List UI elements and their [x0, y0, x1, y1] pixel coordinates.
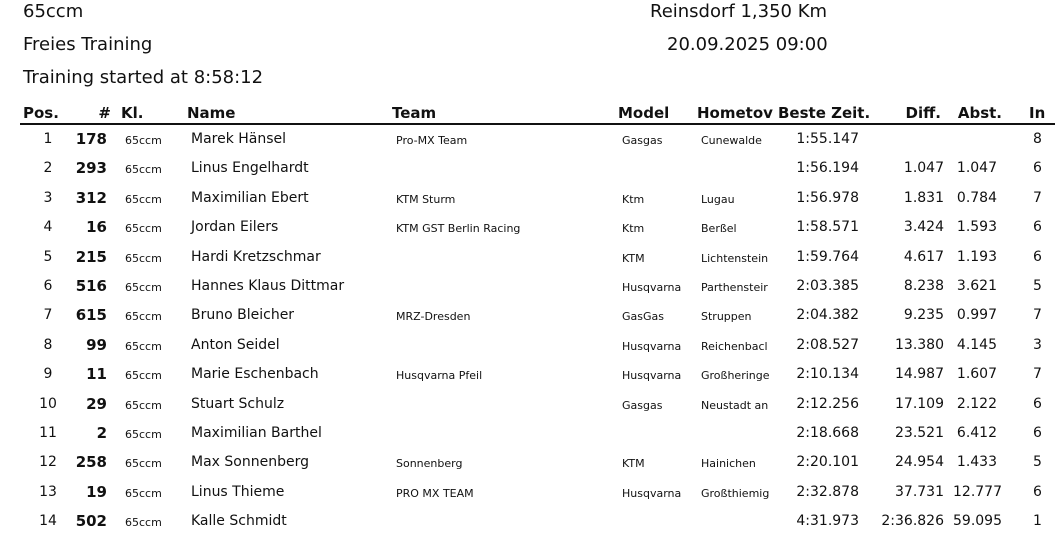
- row-diff: 2:36.826: [881, 513, 944, 530]
- table-row: [0, 155, 1063, 184]
- row-model: GasGas: [622, 310, 664, 324]
- row-class: 65ccm: [125, 134, 162, 147]
- row-laps: 5: [1033, 454, 1042, 471]
- row-gap: 0.784: [956, 189, 997, 206]
- col-laps-header: In: [1029, 104, 1046, 122]
- table-row: [0, 273, 1063, 302]
- row-diff: 1.831: [903, 189, 944, 206]
- row-name: Stuart Schulz: [191, 395, 285, 412]
- row-pos: 1: [43, 131, 53, 147]
- row-number: 178: [75, 130, 107, 148]
- row-number: 615: [75, 306, 107, 325]
- row-class: 65ccm: [125, 163, 162, 177]
- row-best-time: 2:32.878: [796, 483, 859, 500]
- row-pos: 8: [43, 336, 53, 353]
- row-best-time: 1:55.147: [796, 131, 859, 147]
- row-pos: 7: [43, 307, 53, 324]
- row-team: KTM Sturm: [396, 192, 456, 206]
- row-best-time: 2:12.256: [796, 395, 859, 412]
- row-laps: 7: [1033, 307, 1042, 324]
- row-gap: 0.997: [956, 307, 997, 324]
- row-name: Hardi Kretzschmar: [191, 248, 321, 265]
- row-laps: 5: [1033, 277, 1042, 294]
- row-pos: 12: [39, 454, 57, 471]
- row-hometown: Lichtenstein: [701, 251, 769, 265]
- row-gap: 3.621: [956, 277, 997, 294]
- row-gap: 6.412: [956, 424, 997, 441]
- row-hometown: Neustadt an: [701, 398, 769, 412]
- table-row: [0, 332, 1063, 361]
- table-row: [0, 361, 1063, 390]
- row-class: 65ccm: [125, 369, 162, 383]
- class-title: 65ccm: [23, 1, 84, 22]
- row-laps: 3: [1033, 336, 1042, 353]
- table-row: [0, 479, 1063, 508]
- row-number: 29: [86, 394, 107, 413]
- col-number-header: #: [98, 104, 111, 122]
- col-gap-header: Abst.: [957, 104, 1002, 122]
- row-hometown: Berßel: [701, 222, 737, 236]
- row-model: Husqvarna: [622, 280, 682, 294]
- row-laps: 6: [1033, 424, 1042, 441]
- row-team: MRZ-Dresden: [396, 310, 471, 324]
- row-number: 215: [75, 247, 107, 266]
- row-diff: 37.731: [895, 483, 944, 500]
- row-class: 65ccm: [125, 310, 162, 324]
- row-gap: 4.145: [956, 336, 997, 353]
- row-class: 65ccm: [125, 516, 162, 530]
- results-table: [0, 126, 1063, 537]
- row-pos: 14: [39, 513, 57, 530]
- row-number: 16: [86, 218, 107, 237]
- row-best-time: 1:59.764: [796, 248, 859, 265]
- row-hometown: Großthiemig: [701, 486, 770, 500]
- row-laps: 6: [1033, 248, 1042, 265]
- row-number: 293: [75, 159, 107, 178]
- row-class: 65ccm: [125, 486, 162, 500]
- row-gap: 1.433: [956, 454, 997, 471]
- table-row: [0, 185, 1063, 214]
- row-name: Bruno Bleicher: [191, 307, 295, 324]
- row-diff: 8.238: [903, 277, 944, 294]
- row-team: Husqvarna Pfeil: [396, 369, 483, 383]
- table-row: [0, 302, 1063, 331]
- row-model: Gasgas: [622, 134, 663, 147]
- row-model: Husqvarna: [622, 339, 682, 353]
- row-diff: 14.987: [895, 366, 944, 383]
- row-best-time: 2:20.101: [796, 454, 859, 471]
- row-laps: 6: [1033, 395, 1042, 412]
- row-gap: 12.777: [953, 483, 1002, 500]
- row-number: 2: [96, 423, 107, 442]
- row-pos: 3: [43, 189, 53, 206]
- row-best-time: 1:56.194: [796, 160, 859, 177]
- row-pos: 5: [43, 248, 53, 265]
- row-model: Husqvarna: [622, 369, 682, 383]
- row-best-time: 1:58.571: [796, 219, 859, 236]
- col-hometown-header: Hometov: [697, 104, 773, 122]
- table-row: [0, 126, 1063, 155]
- row-hometown: Cunewalde: [701, 134, 762, 147]
- row-name: Linus Thieme: [191, 483, 285, 500]
- table-row: [0, 449, 1063, 478]
- col-model-header: Model: [618, 104, 670, 122]
- row-name: Anton Seidel: [191, 336, 280, 353]
- header-divider: [20, 123, 1055, 125]
- row-class: 65ccm: [125, 192, 162, 206]
- row-laps: 6: [1033, 160, 1042, 177]
- row-team: PRO MX TEAM: [396, 486, 474, 500]
- col-class-header: Kl.: [121, 104, 144, 122]
- row-number: 11: [86, 365, 107, 384]
- row-team: KTM GST Berlin Racing: [396, 222, 521, 236]
- row-gap: 1.047: [956, 160, 997, 177]
- row-pos: 4: [43, 219, 53, 236]
- row-best-time: 1:56.978: [796, 189, 859, 206]
- col-pos-header: Pos.: [23, 104, 59, 122]
- row-pos: 9: [43, 366, 53, 383]
- row-pos: 2: [43, 160, 53, 177]
- row-pos: 10: [39, 395, 57, 412]
- col-team-header: Team: [392, 104, 437, 122]
- event-datetime: 20.09.2025 09:00: [667, 34, 828, 55]
- row-diff: 23.521: [895, 424, 944, 441]
- row-hometown: Hainichen: [701, 457, 756, 471]
- row-name: Linus Engelhardt: [191, 160, 309, 177]
- row-model: KTM: [622, 457, 645, 471]
- col-best-time-header: Beste Zeit.: [778, 104, 871, 122]
- row-class: 65ccm: [125, 280, 162, 294]
- row-best-time: 2:18.668: [796, 424, 859, 441]
- table-row: [0, 508, 1063, 537]
- row-diff: 13.380: [895, 336, 944, 353]
- row-model: Ktm: [622, 192, 645, 206]
- row-class: 65ccm: [125, 251, 162, 265]
- table-row: [0, 420, 1063, 449]
- row-name: Kalle Schmidt: [191, 513, 287, 530]
- row-number: 99: [86, 335, 107, 354]
- row-class: 65ccm: [125, 457, 162, 471]
- row-class: 65ccm: [125, 398, 162, 412]
- row-gap: 1.193: [956, 248, 997, 265]
- row-best-time: 4:31.973: [796, 513, 859, 530]
- row-number: 502: [75, 512, 107, 531]
- table-row: [0, 244, 1063, 273]
- row-diff: 9.235: [903, 307, 944, 324]
- row-best-time: 2:08.527: [796, 336, 859, 353]
- row-pos: 13: [39, 483, 57, 500]
- row-model: Husqvarna: [622, 486, 682, 500]
- row-laps: 6: [1033, 483, 1042, 500]
- row-name: Marie Eschenbach: [191, 366, 319, 383]
- row-hometown: Großheringe: [701, 369, 770, 383]
- row-model: Gasgas: [622, 398, 663, 412]
- row-best-time: 2:03.385: [796, 277, 859, 294]
- row-gap: 1.593: [956, 219, 997, 236]
- row-team: Pro-MX Team: [396, 134, 468, 147]
- row-class: 65ccm: [125, 339, 162, 353]
- row-diff: 24.954: [895, 454, 944, 471]
- row-model: KTM: [622, 251, 645, 265]
- start-time: Training started at 8:58:12: [23, 67, 264, 88]
- session-title: Freies Training: [23, 34, 153, 55]
- row-name: Jordan Eilers: [191, 219, 279, 236]
- row-hometown: Lugau: [701, 192, 735, 206]
- row-laps: 7: [1033, 366, 1042, 383]
- row-hometown: Reichenbacl: [701, 339, 768, 353]
- row-team: Sonnenberg: [396, 457, 463, 471]
- row-name: Max Sonnenberg: [191, 454, 309, 471]
- row-model: Ktm: [622, 222, 645, 236]
- table-header: [0, 104, 1063, 124]
- row-laps: 1: [1033, 513, 1042, 530]
- row-diff: 3.424: [903, 219, 944, 236]
- row-number: 516: [75, 276, 107, 295]
- col-diff-header: Diff.: [905, 104, 941, 122]
- row-best-time: 2:04.382: [796, 307, 859, 324]
- row-diff: 4.617: [903, 248, 944, 265]
- row-gap: 1.607: [956, 366, 997, 383]
- row-pos: 6: [43, 277, 53, 294]
- row-name: Hannes Klaus Dittmar: [191, 277, 345, 294]
- row-pos: 11: [39, 424, 57, 441]
- row-hometown: Struppen: [701, 310, 752, 324]
- table-row: [0, 214, 1063, 243]
- row-laps: 7: [1033, 189, 1042, 206]
- row-name: Maximilian Ebert: [191, 189, 309, 206]
- row-gap: 59.095: [953, 513, 1002, 530]
- row-laps: 6: [1033, 219, 1042, 236]
- row-number: 312: [75, 188, 107, 207]
- row-diff: 17.109: [895, 395, 944, 412]
- row-gap: 2.122: [956, 395, 997, 412]
- row-diff: 1.047: [903, 160, 944, 177]
- row-laps: 8: [1033, 131, 1042, 147]
- row-name: Marek Hänsel: [191, 131, 287, 147]
- table-row: [0, 391, 1063, 420]
- row-class: 65ccm: [125, 222, 162, 236]
- track-name: Reinsdorf 1,350 Km: [650, 1, 828, 22]
- row-name: Maximilian Barthel: [191, 424, 322, 441]
- row-best-time: 2:10.134: [796, 366, 859, 383]
- row-number: 19: [86, 482, 107, 501]
- row-hometown: Parthensteir: [701, 280, 768, 294]
- row-class: 65ccm: [125, 427, 162, 441]
- row-number: 258: [75, 453, 107, 472]
- col-name-header: Name: [187, 104, 236, 122]
